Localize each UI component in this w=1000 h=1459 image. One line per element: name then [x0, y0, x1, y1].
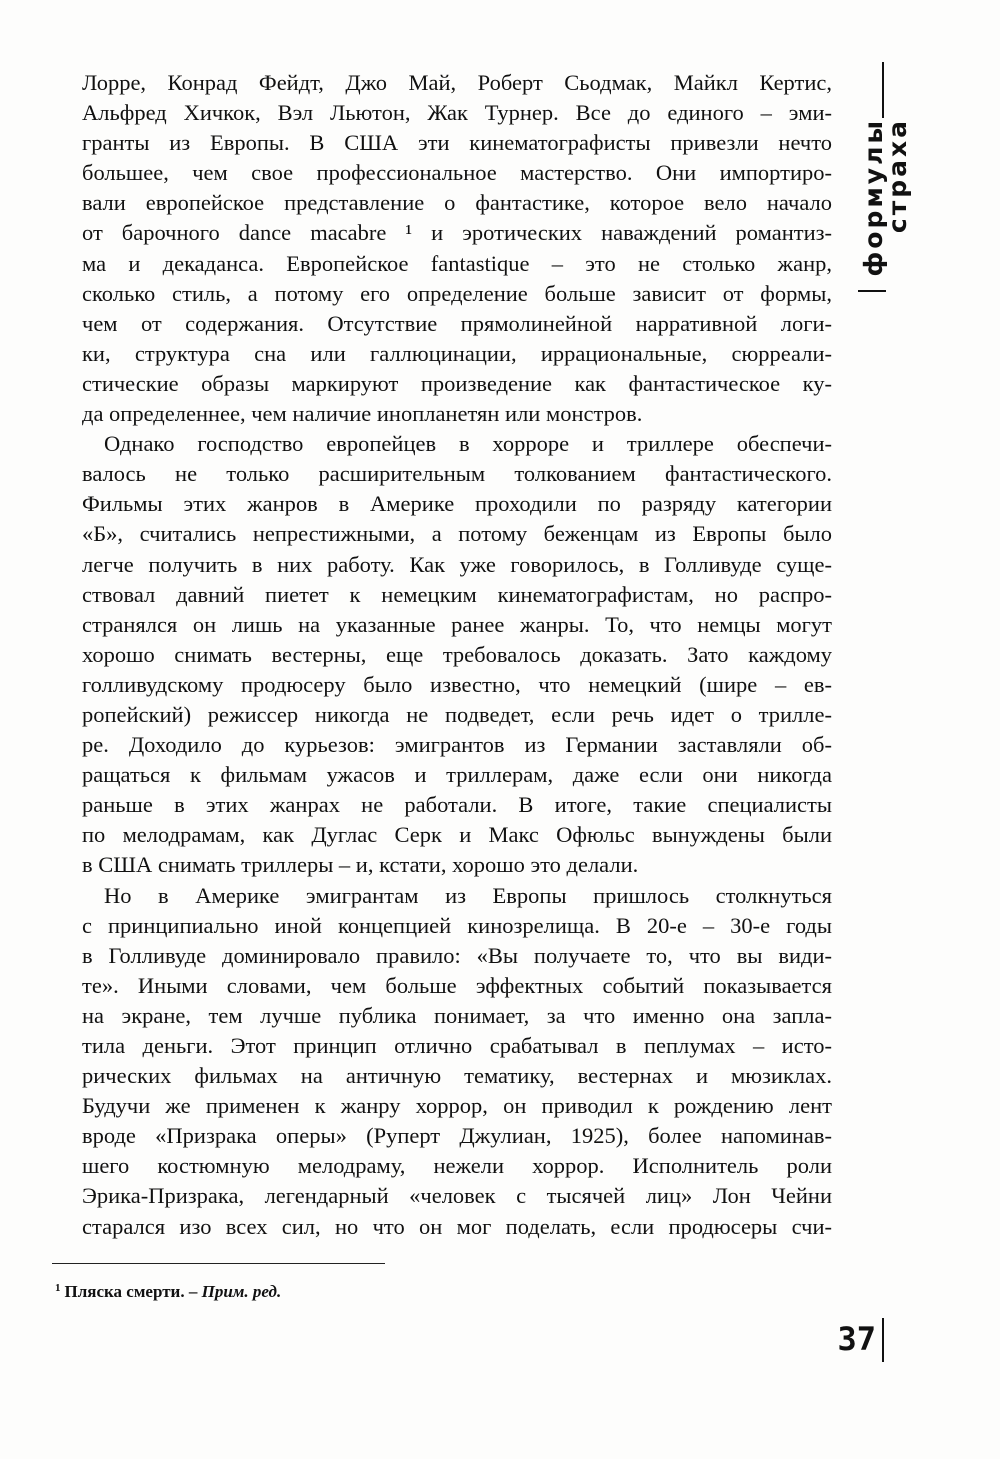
- text-line: голливудскому продюсеру было известно, что немецкий (шире – ев-: [82, 671, 832, 697]
- text-line: большее, чем свое профессиональное мастерство. Они импортиро-: [82, 160, 832, 186]
- text-line: вали европейское представление о фантастике, которое вело начало: [82, 190, 832, 216]
- text-line: ропейский) режиссер никогда не подведет, если речь идет о трилле-: [82, 701, 832, 727]
- text-line: по мелодрамам, как Дуглас Серк и Макс Офюльс вынуждены были: [82, 822, 832, 848]
- text-line: гранты из Европы. В США эти кинематографисты привезли нечто: [82, 130, 832, 156]
- text-line: валось не только расширительным толкованием фантастического.: [82, 461, 832, 487]
- page-number: 37: [837, 1320, 876, 1358]
- footnote-text: Пляска смерти. –: [64, 1282, 198, 1301]
- text-line: ращаться к фильмам ужасов и триллерам, даже если они никогда: [82, 762, 832, 788]
- paragraph: [82, 68, 832, 429]
- text-line: хорошо снимать вестерны, еще требовалось доказать. Зато каждому: [82, 641, 832, 667]
- paragraph: [82, 881, 832, 1242]
- text-line: Лорре, Конрад Фейдт, Джо Май, Роберт Сьодмак, Майкл Кертис,: [82, 70, 832, 95]
- text-line: вроде «Призрака оперы» (Руперт Джулиан, 1925), более напоминав-: [82, 1123, 832, 1149]
- paragraph: [82, 429, 832, 880]
- text-line: с принципиально иной концепцией кинозрелища. В 20-е – 30-е годы: [82, 912, 832, 938]
- running-title-line-2: страха: [883, 118, 912, 234]
- text-line: странялся он лишь на указанные ранее жанры. То, что немцы могут: [82, 611, 832, 637]
- running-title-rule-horizontal: [858, 290, 886, 292]
- text-line: от барочного dance macabre ¹ и эротических наваждений романтиз-: [82, 220, 832, 246]
- body-text: [82, 68, 832, 1242]
- footnote-separator: [52, 1263, 385, 1264]
- text-line: ре. Доходило до курьезов: эмигрантов из Германии заставляли об-: [82, 732, 832, 758]
- text-line: легче получить в них работу. Как уже говорилось, в Голливуде суще-: [82, 551, 832, 577]
- footnote-editor-note: Прим. ред.: [201, 1282, 282, 1301]
- running-title-rule-vertical: [882, 62, 884, 118]
- page-number-rule: [882, 1318, 884, 1362]
- text-line: Но в Америке эмигрантам из Европы пришлось столкнуться: [104, 882, 832, 908]
- text-line: Фильмы этих жанров в Америке проходили по разряду категории: [82, 491, 832, 517]
- text-line: стические образы маркируют произведение как фантастическое ку-: [82, 370, 832, 396]
- text-line: да определеннее, чем наличие инопланетян или монстров.: [82, 401, 643, 427]
- text-line: в США снимать триллеры – и, кстати, хорошо это делали.: [82, 852, 639, 878]
- text-line: Эрика-Призрака, легендарный «человек с тысячей лиц» Лон Чейни: [82, 1183, 832, 1209]
- text-line: Будучи же применен к жанру хоррор, он приводил к рождению лент: [82, 1093, 832, 1119]
- running-title: [859, 118, 912, 288]
- text-line: чем от содержания. Отсутствие прямолинейной нарративной логи-: [82, 310, 832, 336]
- footnote: [55, 1276, 281, 1304]
- text-line: старался изо всех сил, но что он мог поделать, если продюсеры счи-: [82, 1213, 832, 1239]
- text-line: раньше в этих жанрах не работали. В итоге, такие специалисты: [82, 792, 832, 818]
- text-line: ствовал давний пиетет к немецким кинематографистам, но распро-: [82, 581, 832, 607]
- text-line: Альфред Хичкок, Вэл Льютон, Жак Турнер. Все до единого – эми-: [82, 100, 832, 126]
- running-title-line-1: формулы: [859, 118, 888, 277]
- text-line: Однако господство европейцев в хорроре и триллере обеспечи-: [104, 431, 832, 457]
- text-line: сколько стиль, а потому его определение больше зависит от формы,: [82, 280, 832, 306]
- text-line: те». Иными словами, чем больше эффектных событий показывается: [82, 972, 832, 998]
- footnote-marker: 1: [55, 1282, 61, 1294]
- text-line: на экране, тем лучше публика понимает, за что именно она запла-: [82, 1002, 832, 1028]
- text-line: в Голливуде доминировало правило: «Вы получаете то, что вы види-: [82, 942, 832, 968]
- text-line: шего костюмную мелодраму, нежели хоррор. Исполнитель роли: [82, 1153, 832, 1179]
- text-line: рических фильмах на античную тематику, вестернах и мюзиклах.: [82, 1063, 832, 1089]
- text-line: «Б», считались непрестижными, а потому беженцам из Европы было: [82, 521, 832, 547]
- text-line: ки, структура сна или галлюцинации, иррациональные, сюрреали-: [82, 340, 832, 366]
- text-line: ма и декаданса. Европейское fantastique – это не столько жанр,: [82, 250, 832, 276]
- text-line: тила деньги. Этот принцип отлично срабатывал в пеплумах – исто-: [82, 1033, 832, 1058]
